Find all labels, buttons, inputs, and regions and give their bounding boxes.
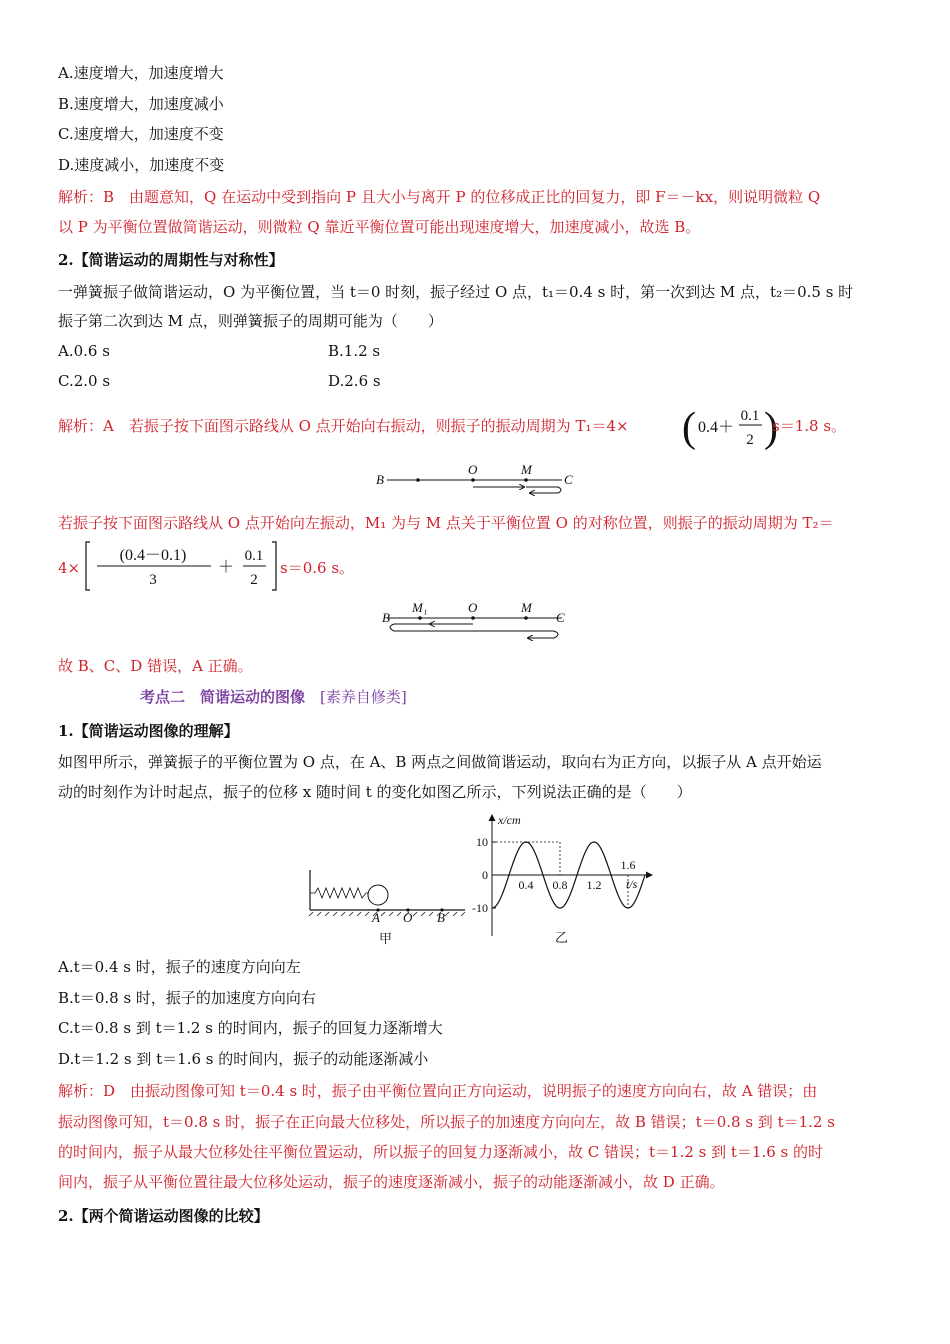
path-diagram-2 — [370, 598, 580, 646]
formula-plus: ＋ — [218, 559, 235, 576]
diagram1-label-m: M — [521, 462, 532, 477]
q2-option-c: C.2.0 s — [58, 372, 111, 390]
q3-answer-line2: 振动图像可知，t＝0.8 s 时，振子在正向最大位移处，所以振子的加速度方向向左，故 B 错误；t＝0.8 s 到 t＝1.2 s — [58, 1113, 835, 1131]
q1-option-d: D.速度减小，加速度不变 — [58, 156, 225, 174]
jia-caption: 甲 — [379, 931, 393, 946]
q2-answer-a-prefix: 解析：A 若振子按下面图示路线从 O 点开始向右振动，则振子的振动周期为 T₁＝4× — [58, 417, 629, 435]
x-tick-label: 0.8 — [552, 878, 568, 892]
diagram2-label-o: O — [468, 600, 478, 615]
jia-label-o: O — [403, 910, 413, 925]
jia-label-b: B — [437, 910, 445, 925]
q2-answer-b-suffix: s＝0.6 s。 — [280, 559, 355, 577]
q2-option-b: B.1.2 s — [328, 342, 381, 360]
q3-answer-line1: 解析：D 由振动图像可知 t＝0.4 s 时，振子由平衡位置向正方向运动，说明振子的速度方向向右，故 A 错误；由 — [58, 1082, 818, 1100]
q2-stem-line1: 一弹簧振子做简谐运动，O 为平衡位置，当 t＝0 时刻，振子经过 O 点，t₁＝0.4 s 时，第一次到达 M 点，t₂＝0.5 s 时 — [58, 283, 854, 301]
diagram1-label-o: O — [468, 462, 478, 477]
answer-label: 解析： — [58, 1082, 104, 1100]
diagram2-label-m: M — [521, 600, 532, 615]
path-diagram-1 — [370, 460, 580, 502]
q3-option-a: A.t＝0.4 s 时，振子的速度方向向左 — [58, 958, 301, 976]
section-tag: [素养自修类] — [320, 688, 407, 706]
q3-option-c: C.t＝0.8 s 到 t＝1.2 s 的时间内，振子的回复力逐渐增大 — [58, 1019, 443, 1037]
diagram1-label-c: C — [564, 472, 573, 487]
frac2-numerator: (0.4－0.1) — [119, 547, 187, 564]
svg-text:): ) — [764, 405, 778, 451]
q1-option-c: C.速度增大，加速度不变 — [58, 125, 224, 143]
q2-conclusion: 故 B、C、D 错误，A 正确。 — [58, 657, 253, 675]
frac2-denominator: 3 — [149, 572, 157, 588]
q2-answer-a-suffix: s＝1.8 s。 — [772, 417, 847, 435]
frac1-denominator: 2 — [746, 432, 754, 448]
frac3-denominator: 2 — [250, 572, 258, 588]
q2-stem-line2: 振子第二次到达 M 点，则弹簧振子的周期可能为（ ） — [58, 312, 443, 330]
q3-answer-line4: 间内，振子从平衡位置往最大位移处运动，振子的速度逐渐减小，振子的动能逐渐减小，故 D 正确。 — [58, 1173, 725, 1191]
x-tick-label: 0.4 — [518, 878, 534, 892]
y-axis-label: x/cm — [498, 813, 521, 827]
q1-answer-line1: 解析：B 由题意知，Q 在运动中受到指向 P 且大小与离开 P 的位移成正比的回复力，即 F＝－kx，则说明微粒 Q — [58, 188, 821, 206]
section-header — [140, 687, 407, 707]
yi-caption: 乙 — [555, 930, 569, 945]
y-tick-label: -10 — [472, 901, 488, 915]
answer-label: 解析： — [58, 417, 104, 435]
q2-option-d: D.2.6 s — [328, 372, 381, 390]
formula-t2 — [83, 538, 283, 594]
spring — [310, 888, 368, 898]
q1-option-a: A.速度增大，加速度增大 — [58, 64, 224, 82]
oscillator-ball — [368, 885, 388, 905]
figure-yi-xt-graph — [462, 810, 662, 952]
diagram2-label-b: B — [382, 610, 390, 625]
paren-inner: 0.4＋ — [698, 419, 735, 436]
diagram2-label-m1: M₁ — [412, 600, 428, 615]
svg-text:(: ( — [682, 405, 696, 451]
q3-stem-line1: 如图甲所示，弹簧振子的平衡位置为 O 点，在 A、B 两点之间做简谐运动，取向右为正方向，以振子从 A 点开始运 — [58, 753, 822, 771]
section-title: 考点二 简谐运动的图像 — [140, 688, 306, 706]
q3-title: 1.【简谐运动图像的理解】 — [58, 722, 239, 740]
q3-answer-line3: 的时间内，振子从最大位移处往平衡位置运动，所以振子的回复力逐渐减小，故 C 错误；t＝1.2 s 到 t＝1.6 s 的时 — [58, 1143, 824, 1161]
answer-label: 解析： — [58, 188, 104, 206]
q3-stem-line2: 动的时刻作为计时起点，振子的位移 x 随时间 t 的变化如图乙所示，下列说法正确的是（ ） — [58, 783, 692, 801]
frac1-numerator: 0.1 — [740, 408, 760, 424]
q1-answer-line2: 以 P 为平衡位置做简谐运动，则微粒 Q 靠近平衡位置可能出现速度增大，加速度减小，故选 B。 — [58, 218, 701, 236]
q2-answer-b-line1: 若振子按下面图示路线从 O 点开始向左振动，M₁ 为与 M 点关于平衡位置 O 的对称位置，则振子的振动周期为 T₂＝ — [58, 514, 834, 532]
q2-title: 2.【简谐运动的周期性与对称性】 — [58, 251, 284, 269]
figure-jia-spring-oscillator — [305, 860, 475, 950]
jia-label-a: A — [372, 910, 380, 925]
q4-title: 2.【两个简谐运动图像的比较】 — [58, 1207, 269, 1225]
q1-option-b: B.速度增大，加速度减小 — [58, 95, 224, 113]
x-tick-label: 1.6 — [620, 858, 636, 872]
diagram1-label-b: B — [376, 472, 384, 487]
y-tick-label: 0 — [482, 868, 488, 882]
y-tick-label: 10 — [476, 835, 488, 849]
formula-t1 — [680, 400, 780, 452]
diagram2-label-c: C — [556, 610, 565, 625]
q2-option-a: A.0.6 s — [58, 342, 110, 360]
q3-option-b: B.t＝0.8 s 时，振子的加速度方向向右 — [58, 989, 316, 1007]
frac3-numerator: 0.1 — [244, 548, 264, 564]
x-tick-label: 1.2 — [586, 878, 602, 892]
q3-option-d: D.t＝1.2 s 到 t＝1.6 s 的时间内，振子的动能逐渐减小 — [58, 1050, 429, 1068]
x-axis-label: t/s — [626, 877, 638, 891]
q2-answer-b-prefix: 4× — [58, 559, 81, 577]
